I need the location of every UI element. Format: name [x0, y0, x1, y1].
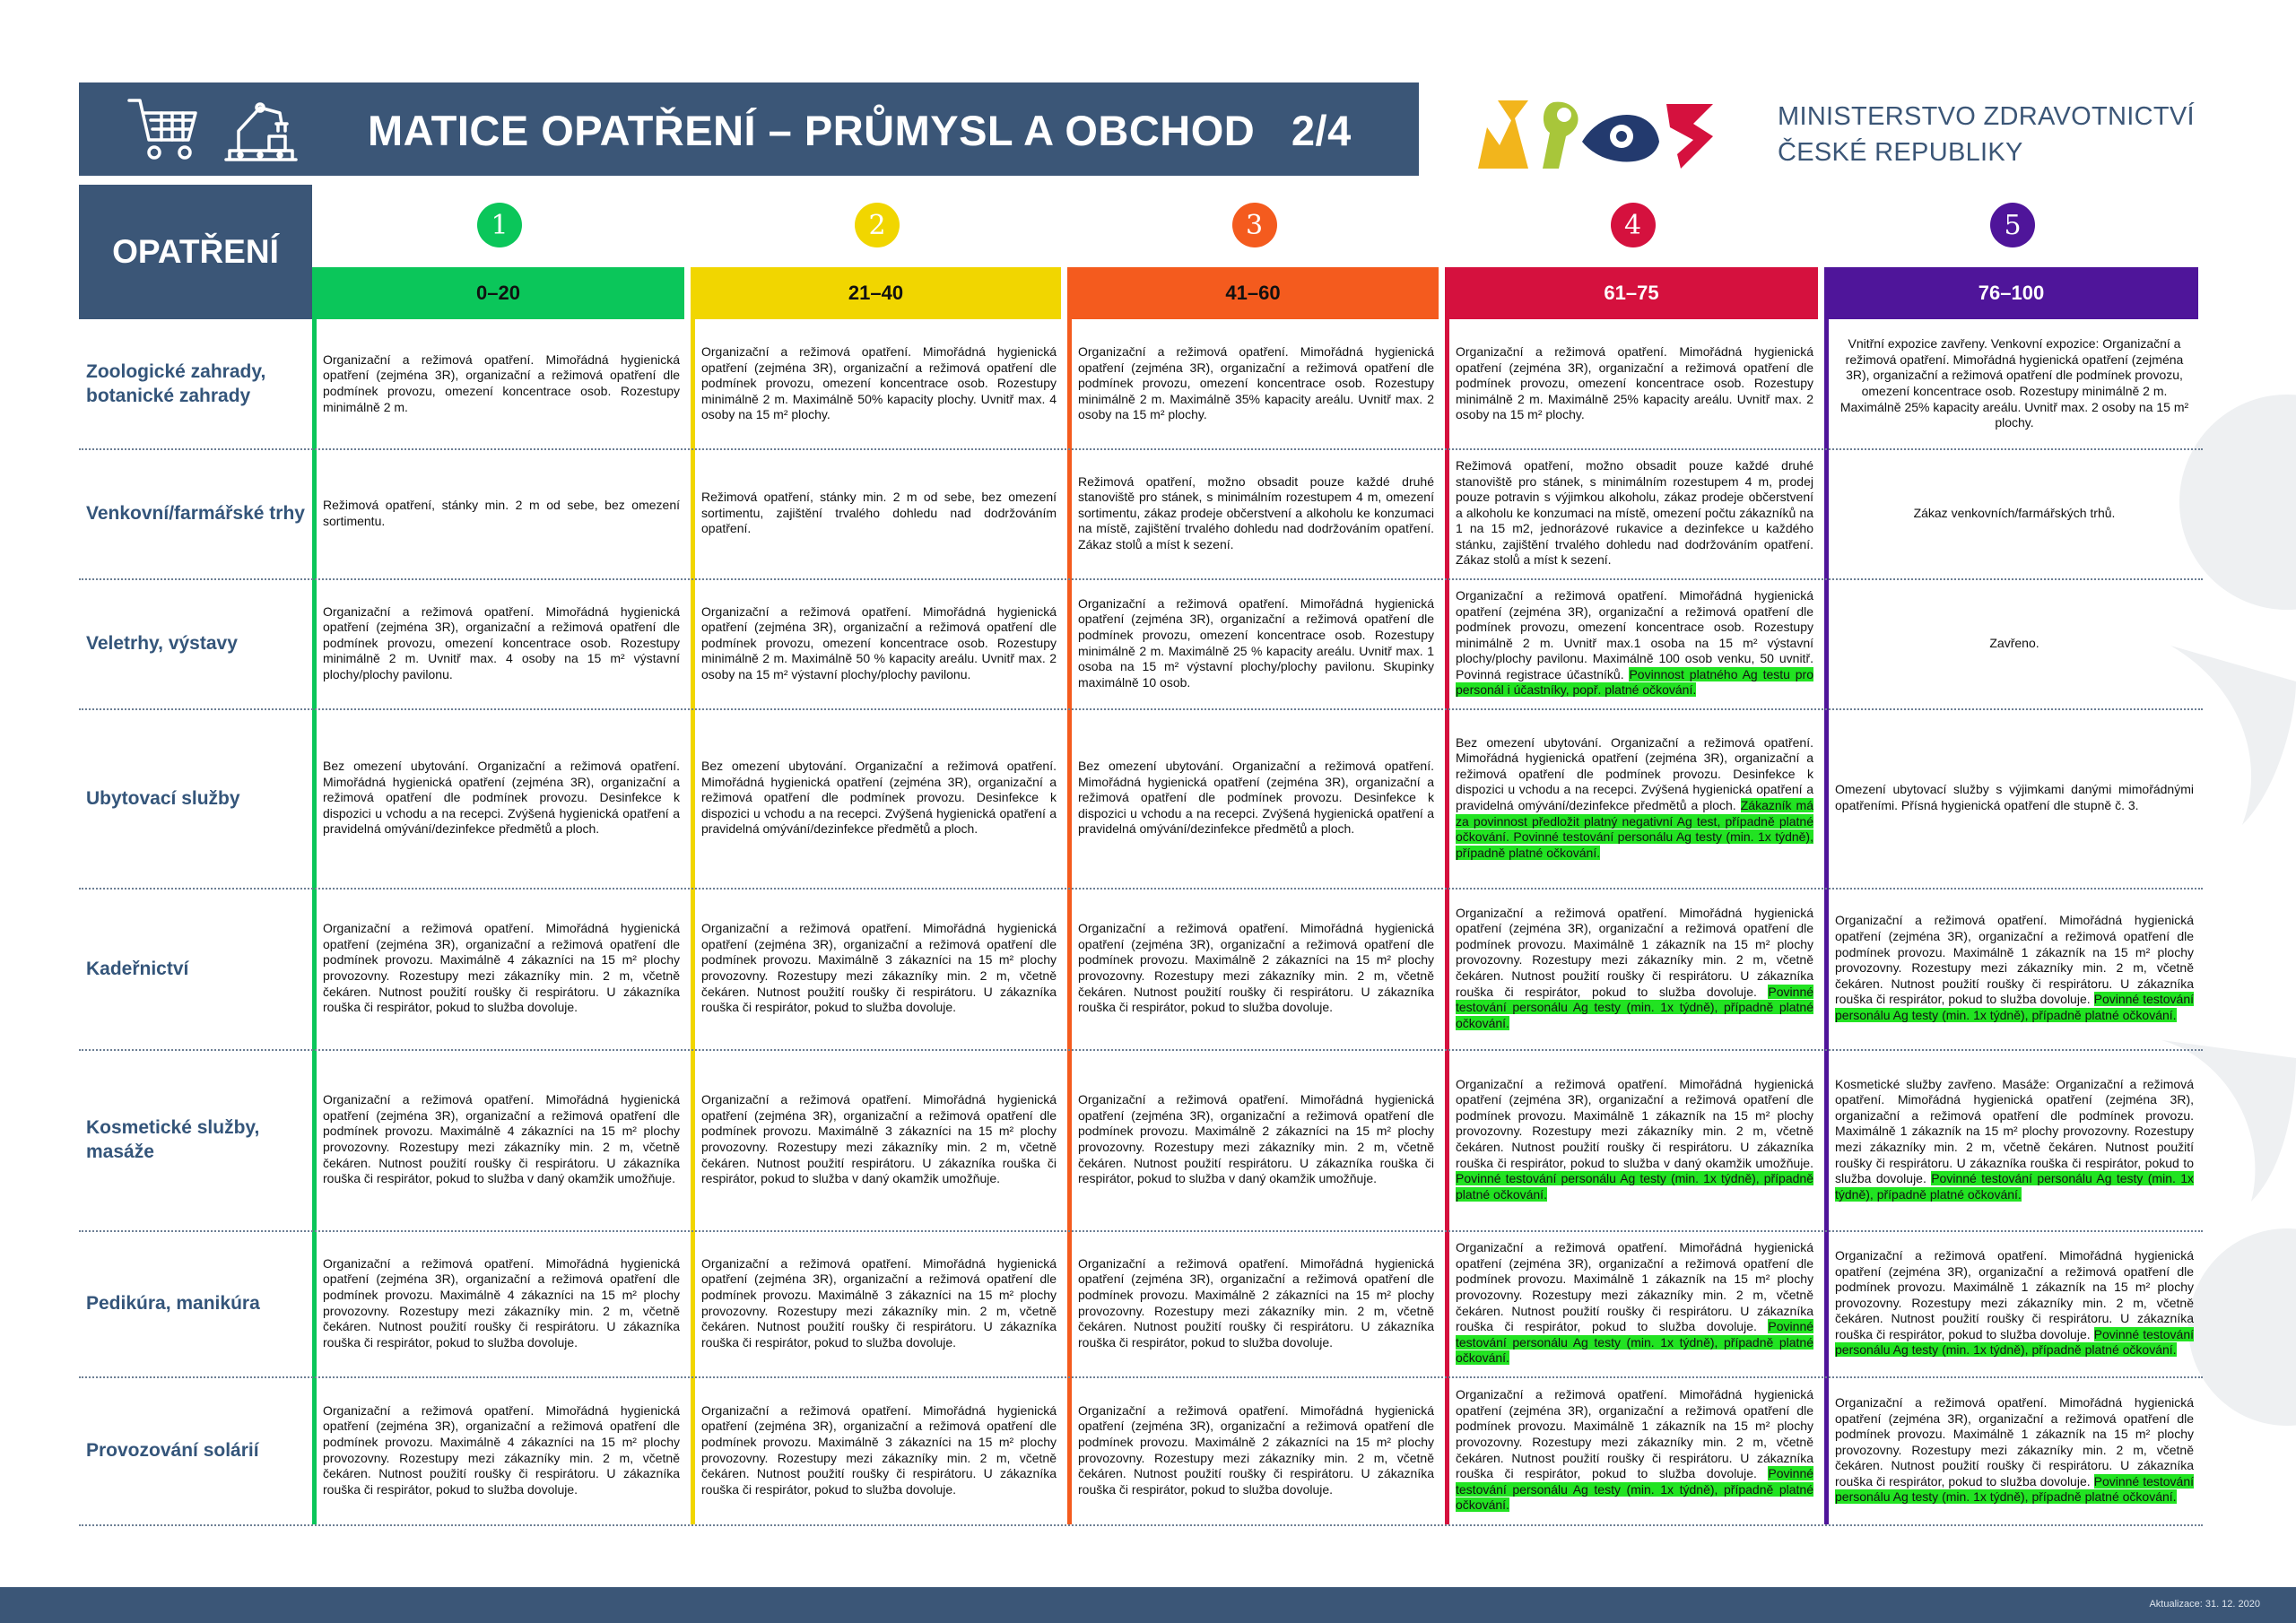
row-label: Veletrhy, výstavy	[86, 633, 238, 654]
measure-description: Organizační a režimová opatření. Mimořádná hygienická opatření (zejména 3R), organizační a režimová opatření dle podmínek provozu. Maximálně 1 zákazník na 15 m² plochy provozovny. Rozestupy mezi zákazníky min. 2 m, včetně čekáren. Nutnost použití roušky či respirátoru. U zákazníka rouška či respirátor, pokud to služba dovoluje.	[1835, 1247, 2194, 1341]
measure-cell	[696, 711, 1062, 885]
measure-description: Organizační a režimová opatření. Mimořádná hygienická opatření (zejména 3R), organizační a režimová opatření dle podmínek provozu. Maximálně 1 zákazník na 15 m² plochy provozovny. Rozestupy mezi zákazníky min. 2 m, včetně čekáren. Nutnost použití roušky či respirátoru. U zákazníka rouška či respirátor, pokud to služba dovoluje.	[1456, 1240, 1813, 1334]
level-column-line	[1067, 319, 1072, 1524]
row-separator	[79, 1230, 2203, 1232]
measure-cell	[1073, 1379, 1439, 1522]
measure-text	[1456, 458, 1813, 568]
measure-description: Organizační a režimová opatření. Mimořádná hygienická opatření (zejména 3R), organizační a režimová opatření dle podmínek provozu. Maximálně 2 zákazníci na 15 m² plochy provozovny. Rozestupy mezi zákazníky min. 2 m, včetně čekáren. Nutnost použití roušky či respirátoru. U zákazníka rouška či respirátor, pokud to služba dovoluje.	[1078, 1402, 1434, 1497]
measure-description: Zavřeno.	[1989, 635, 2039, 650]
level-circle-1: 1	[477, 203, 522, 247]
measure-cell	[1830, 322, 2199, 446]
level-column-line	[691, 319, 695, 1524]
measure-cell	[1450, 1379, 1819, 1522]
measure-text	[323, 1403, 680, 1498]
measure-description: Organizační a režimová opatření. Mimořádná hygienická opatření (zejména 3R), organizační a režimová opatření dle podmínek provozu. Maximálně 4 zákazníci na 15 m² plochy provozovny. Rozestupy mezi zákazníky min. 2 m, včetně čekáren. Nutnost použití roušky či respirátoru. U zákazníka rouška či respirátor, pokud to služba dovoluje.	[323, 1402, 680, 1497]
level-circle-2: 2	[855, 203, 900, 247]
level-range-5: 76–100	[1824, 267, 2198, 319]
measure-cell	[1450, 1052, 1819, 1228]
measure-description: Organizační a režimová opatření. Mimořádná hygienická opatření (zejména 3R), organizační a režimová opatření dle podmínek provozu, omezení koncentrace osob. Rozestupy minimálně 2 m. Maximálně 50% kapacity plochy. Uvnitř max. 4 osoby na 15 m² plochy.	[701, 344, 1057, 422]
level-circle-3: 3	[1232, 203, 1277, 247]
level-column-line	[1445, 319, 1449, 1524]
measure-description: Režimová opatření, možno obsadit pouze každé druhé stanoviště pro stánek, s minimálním rozestupem 4 m, prodej pouze potravin s výjimkou alkoholu, zákaz prodeje občerstvení a alkoholu ke konzumaci na místě, omezení počtu zákazníků na 1 na 15 m2, jednorázové rukavice a dezinfekce u každého stánku, zajištění trvalého dohledu nad dodržováním opatření. Zákaz stolů a míst k sezení.	[1456, 457, 1813, 568]
row-separator	[79, 1376, 2203, 1378]
measure-cell	[696, 1052, 1062, 1228]
measure-cell	[1830, 581, 2199, 706]
measure-description: Omezení ubytovací služby s výjimkami danými mimořádnými opatřeními. Přísná hygienická opatření dle stupně č. 3.	[1835, 782, 2194, 812]
row-label: Kadeřnictví	[86, 958, 189, 979]
row-label: Ubytovací služby	[86, 787, 240, 809]
measure-text	[323, 1256, 680, 1351]
highlighted-requirement: Povinné testování personálu Ag testy (min. 1x týdně), případně platné očkování.	[1835, 1473, 2195, 1505]
measure-text	[323, 498, 680, 529]
row-separator	[79, 1524, 2203, 1526]
measure-text	[1078, 759, 1434, 838]
measure-cell	[1073, 1233, 1439, 1374]
highlighted-requirement: Povinné testování personálu Ag testy (min. 1x týdně), případně platné očkování.	[1456, 1171, 1813, 1202]
measure-cell	[1073, 711, 1439, 885]
measure-description: Režimová opatření, stánky min. 2 m od sebe, bez omezení sortimentu.	[323, 497, 680, 528]
ministry-logo	[1478, 100, 1747, 169]
measure-text	[1456, 735, 1813, 862]
measure-text	[701, 1092, 1057, 1187]
measure-cell	[317, 890, 685, 1046]
measure-cell	[1073, 581, 1439, 706]
level-range-1: 0–20	[312, 267, 684, 319]
measure-description: Kosmetické služby zavřeno. Masáže: Organizační a režimová opatření. Mimořádná hygienická opatření (zejména 3R), organizační a režimová opatření dle podmínek provozu. Maximálně 1 zákazník na 15 m² plochy provozovny. Rozestupy mezi zákazníky min. 2 m, včetně čekáren. Nutnost použití roušky či respirátoru. U zákazníka rouška či respirátor, pokud to služba dovoluje.	[1835, 1076, 2194, 1186]
measure-description: Organizační a režimová opatření. Mimořádná hygienická opatření (zejména 3R), organizační a režimová opatření dle podmínek provozu. Maximálně 2 zákazníci na 15 m² plochy provozovny. Rozestupy mezi zákazníky min. 2 m, včetně čekáren. Nutnost použití respirátoru. U zákazníka rouška či respirátor, pokud to služba v daný okamžik umožňuje.	[1078, 1092, 1434, 1186]
measure-text	[1456, 906, 1813, 1032]
row-label: Pedikúra, manikúra	[86, 1293, 260, 1314]
row-separator	[79, 578, 2203, 580]
measure-description: Vnitřní expozice zavřeny. Venkovní expozice: Organizační a režimová opatření. Mimořádná hygienická opatření (zejména 3R), organizační a režimová opatření dle podmínek provozu, omezení koncentrace osob. Rozestupy minimálně 2 m. Maximálně 25% kapacity areálu. Uvnitř max. 2 osoby na 15 m² plochy.	[1839, 336, 2189, 430]
measure-text	[1835, 913, 2194, 1023]
measure-text	[323, 759, 680, 838]
measure-cell	[1073, 451, 1439, 576]
ministry-name-line2: ČESKÉ REPUBLIKY	[1778, 138, 2023, 167]
measure-description: Organizační a režimová opatření. Mimořádná hygienická opatření (zejména 3R), organizační a režimová opatření dle podmínek provozu, omezení koncentrace osob. Rozestupy minimálně 2 m. Maximálně 50 % kapacity areálu. Uvnitř max. 2 osoby na 15 m² výstavní plochy/plochy pavilonu.	[701, 603, 1057, 681]
measure-description: Organizační a režimová opatření. Mimořádná hygienická opatření (zejména 3R), organizační a režimová opatření dle podmínek provozu, omezení koncentrace osob. Rozestupy minimálně 2 m. Uvnitř max. 4 osoby na 15 m² výstavní plochy/plochy pavilonu.	[323, 603, 680, 681]
measure-text	[1835, 1248, 2194, 1358]
row-separator	[79, 888, 2203, 890]
measure-cell	[317, 581, 685, 706]
measure-description: Organizační a režimová opatření. Mimořádná hygienická opatření (zejména 3R), organizační a režimová opatření dle podmínek provozu. Maximálně 1 zákazník na 15 m² plochy provozovny. Rozestupy mezi zákazníky min. 2 m, včetně čekáren. Nutnost použití roušky či respirátoru. U zákazníka rouška či respirátor, pokud to služba dovoluje.	[1835, 1394, 2194, 1488]
row-separator	[79, 448, 2203, 450]
measure-text	[1456, 344, 1813, 423]
measure-cell	[1450, 581, 1819, 706]
measure-text	[701, 344, 1057, 423]
measure-text	[1078, 1256, 1434, 1351]
measure-text	[323, 1092, 680, 1187]
measure-cell	[696, 451, 1062, 576]
measure-cell	[317, 711, 685, 885]
highlighted-requirement: Povinné testování personálu Ag testy (min. 1x týdně), případně platné očkování.	[1835, 992, 2195, 1022]
highlighted-requirement: Povinné testování personálu Ag testy (min. 1x týdně), případně platné očkování.	[1456, 984, 1814, 1030]
measure-text	[1078, 474, 1434, 553]
ministry-name-line1: MINISTERSTVO ZDRAVOTNICTVÍ	[1778, 102, 2195, 131]
highlighted-requirement: Povinné testování personálu Ag testy (min. 1x týdně), případně platné očkování.	[1835, 1171, 2195, 1202]
measure-text	[1835, 782, 2194, 813]
measure-cell	[1830, 451, 2199, 576]
measure-cell	[1450, 451, 1819, 576]
measure-text	[701, 604, 1057, 683]
measure-description: Organizační a režimová opatření. Mimořádná hygienická opatření (zejména 3R), organizační a režimová opatření dle podmínek provozu. Maximálně 1 zákazník na 15 m² plochy provozovny. Rozestupy mezi zákazníky min. 2 m, včetně čekáren. Nutnost použití roušky či respirátoru. U zákazníka rouška či respirátor, pokud to služba dovoluje.	[1456, 905, 1813, 999]
measure-cell	[1450, 890, 1819, 1046]
measure-description: Bez omezení ubytování. Organizační a režimová opatření. Mimořádná hygienická opatření (zejména 3R), organizační a režimová opatření dle podmínek provozu. Desinfekce k dispozici u vchodu a na recepci. Zvýšená hygienická opatření a pravidelná omývání/dezinfekce předmětů a ploch.	[323, 759, 680, 837]
measure-description: Organizační a režimová opatření. Mimořádná hygienická opatření (zejména 3R), organizační a režimová opatření dle podmínek provozu. Maximálně 3 zákazníci na 15 m² plochy provozovny. Rozestupy mezi zákazníky min. 2 m, včetně čekáren. Nutnost použití roušky či respirátoru. U zákazníka rouška či respirátor, pokud to služba dovoluje.	[701, 921, 1057, 1015]
measure-description: Bez omezení ubytování. Organizační a režimová opatření. Mimořádná hygienická opatření (zejména 3R), organizační a režimová opatření dle podmínek provozu. Desinfekce k dispozici u vchodu a na recepci. Zvýšená hygienická opatření a pravidelná omývání/dezinfekce předmětů a ploch.	[1078, 759, 1434, 837]
measure-text	[1078, 1092, 1434, 1187]
measure-text	[323, 604, 680, 683]
measure-text	[1835, 506, 2194, 522]
measure-text	[1456, 1077, 1813, 1203]
measure-cell	[696, 581, 1062, 706]
row-label: Venkovní/farmářské trhy	[86, 503, 305, 524]
measure-description: Organizační a režimová opatření. Mimořádná hygienická opatření (zejména 3R), organizační a režimová opatření dle podmínek provozu, omezení koncentrace osob. Rozestupy minimálně 2 m. Maximálně 35% kapacity areálu. Uvnitř max. 2 osoby na 15 m² plochy.	[1078, 344, 1434, 422]
measure-text	[1456, 1240, 1813, 1367]
measure-description: Zákaz venkovních/farmářských trhů.	[1913, 505, 2116, 520]
measure-cell	[317, 1379, 685, 1522]
measure-cell	[1073, 1052, 1439, 1228]
row-separator	[79, 1049, 2203, 1051]
measure-description: Režimová opatření, možno obsadit pouze každé druhé stanoviště pro stánek, s minimálním rozestupem 4 m, omezení sortimentu, zákaz prodeje občerstvení a alkoholu ke konzumaci na místě, zajištění trvalého dohledu nad dodržováním opatření. Zákaz stolů a míst k sezení.	[1078, 473, 1434, 551]
measure-text	[701, 1403, 1057, 1498]
measure-text	[1835, 636, 2194, 652]
footer-bar	[0, 1587, 2296, 1623]
row-header: OPATŘENÍ	[79, 185, 312, 319]
measure-description: Organizační a režimová opatření. Mimořádná hygienická opatření (zejména 3R), organizační a režimová opatření dle podmínek provozu. Maximálně 1 zákazník na 15 m² plochy provozovny. Rozestupy mezi zákazníky min. 2 m, včetně čekáren. Nutnost použití roušky či respirátoru. U zákazníka rouška či respirátor, pokud to služba v daný okamžik umožňuje.	[1456, 1076, 1813, 1170]
measure-text	[1835, 1395, 2194, 1506]
measure-cell	[1830, 1379, 2199, 1522]
measure-cell	[317, 1052, 685, 1228]
measure-description: Organizační a režimová opatření. Mimořádná hygienická opatření (zejména 3R), organizační a režimová opatření dle podmínek provozu. Maximálně 4 zákazníci na 15 m² plochy provozovny. Rozestupy mezi zákazníky min. 2 m, včetně čekáren. Nutnost použití roušky či respirátoru. U zákazníka rouška či respirátor, pokud to služba dovoluje.	[323, 921, 680, 1015]
measure-text	[1078, 344, 1434, 423]
measure-text	[1078, 921, 1434, 1016]
measure-text	[1078, 1403, 1434, 1498]
highlighted-requirement: Povinnost platného Ag testu pro personál i účastníky, popř. platné očkování.	[1456, 666, 1814, 698]
measure-cell	[696, 1379, 1062, 1522]
measure-cell	[1830, 1052, 2199, 1228]
measure-text	[1835, 1077, 2194, 1203]
measure-cell	[317, 451, 685, 576]
measure-text	[323, 352, 680, 415]
level-range-4: 61–75	[1445, 267, 1818, 319]
measure-text	[1456, 1387, 1813, 1514]
measure-description: Bez omezení ubytování. Organizační a režimová opatření. Mimořádná hygienická opatření (zejména 3R), organizační a režimová opatření dle podmínek provozu. Desinfekce k dispozici u vchodu a na recepci. Zvýšená hygienická opatření a pravidelná omývání/dezinfekce předmětů a ploch.	[701, 759, 1057, 837]
level-range-2: 21–40	[691, 267, 1061, 319]
row-separator	[79, 708, 2203, 710]
level-column-line	[1824, 319, 1829, 1524]
measure-cell	[1450, 322, 1819, 446]
measure-cell	[1450, 711, 1819, 885]
measure-cell	[1830, 890, 2199, 1046]
ministry-name	[1778, 99, 2195, 170]
measure-description: Organizační a režimová opatření. Mimořádná hygienická opatření (zejména 3R), organizační a režimová opatření dle podmínek provozu. Maximálně 4 zákazníci na 15 m² plochy provozovny. Rozestupy mezi zákazníky min. 2 m, včetně čekáren. Nutnost použití roušky či respirátoru. U zákazníka rouška či respirátor, pokud to služba v daný okamžik umožňuje.	[323, 1092, 680, 1186]
level-range-3: 41–60	[1067, 267, 1439, 319]
measure-description: Organizační a režimová opatření. Mimořádná hygienická opatření (zejména 3R), organizační a režimová opatření dle podmínek provozu. Maximálně 3 zákazníci na 15 m² plochy provozovny. Rozestupy mezi zákazníky min. 2 m, včetně čekáren. Nutnost použití roušky či respirátoru. U zákazníka rouška či respirátor, pokud to služba dovoluje.	[701, 1402, 1057, 1497]
measure-text	[1078, 596, 1434, 691]
measure-description: Organizační a režimová opatření. Mimořádná hygienická opatření (zejména 3R), organizační a režimová opatření dle podmínek provozu, omezení koncentrace osob. Rozestupy minimálně 2 m. Maximálně 25% kapacity areálu. Uvnitř max. 2 osoby na 15 m² plochy.	[1456, 344, 1813, 422]
measure-cell	[1073, 890, 1439, 1046]
measure-text	[701, 490, 1057, 537]
highlighted-requirement: Povinné testování personálu Ag testy (min. 1x týdně), případně platné očkování.	[1835, 1326, 2195, 1358]
measure-description: Organizační a režimová opatření. Mimořádná hygienická opatření (zejména 3R), organizační a režimová opatření dle podmínek provozu. Maximálně 3 zákazníci na 15 m² plochy provozovny. Rozestupy mezi zákazníky min. 2 m, včetně čekáren. Nutnost použití roušky či respirátoru. U zákazníka rouška či respirátor, pokud to služba dovoluje.	[701, 1255, 1057, 1350]
measure-description: Organizační a režimová opatření. Mimořádná hygienická opatření (zejména 3R), organizační a režimová opatření dle podmínek provozu, omezení koncentrace osob. Rozestupy minimálně 2 m.	[323, 352, 680, 414]
update-date: Aktualizace: 31. 12. 2020	[2149, 1599, 2260, 1610]
measure-cell	[696, 322, 1062, 446]
measure-cell	[1073, 322, 1439, 446]
measure-description: Režimová opatření, stánky min. 2 m od sebe, bez omezení sortimentu, zajištění trvalého dohledu nad dodržováním opatření.	[701, 490, 1057, 536]
measure-text	[701, 759, 1057, 838]
measure-text	[323, 921, 680, 1016]
level-circle-4: 4	[1611, 203, 1656, 247]
measure-text	[1835, 336, 2194, 431]
row-label: Provozování solárií	[86, 1440, 259, 1461]
cart-factory-icon	[126, 95, 305, 165]
measure-cell	[1830, 711, 2199, 885]
measure-description: Organizační a režimová opatření. Mimořádná hygienická opatření (zejména 3R), organizační a režimová opatření dle podmínek provozu. Maximálně 4 zákazníci na 15 m² plochy provozovny. Rozestupy mezi zákazníky min. 2 m, včetně čekáren. Nutnost použití roušky či respirátoru. U zákazníka rouška či respirátor, pokud to služba dovoluje.	[323, 1255, 680, 1350]
page-title: MATICE OPATŘENÍ – PRŮMYSL A OBCHOD 2/4	[368, 107, 1352, 154]
measure-description: Organizační a režimová opatření. Mimořádná hygienická opatření (zejména 3R), organizační a režimová opatření dle podmínek provozu. Maximálně 2 zákazníci na 15 m² plochy provozovny. Rozestupy mezi zákazníky min. 2 m, včetně čekáren. Nutnost použití roušky či respirátoru. U zákazníka rouška či respirátor, pokud to služba dovoluje.	[1078, 921, 1434, 1015]
row-label: Zoologické zahrady, botanické zahrady	[86, 361, 266, 406]
measure-description: Organizační a režimová opatření. Mimořádná hygienická opatření (zejména 3R), organizační a režimová opatření dle podmínek provozu. Maximálně 3 zákazníci na 15 m² plochy provozovny. Rozestupy mezi zákazníky min. 2 m, včetně čekáren. Nutnost použití respirátoru. U zákazníka rouška či respirátor, pokud to služba v daný okamžik umožňuje.	[701, 1092, 1057, 1186]
measure-cell	[1450, 1233, 1819, 1374]
highlighted-requirement: Povinné testování personálu Ag testy (min. 1x týdně), případně platné očkování.	[1456, 1319, 1814, 1366]
measure-cell	[696, 890, 1062, 1046]
measure-text	[1456, 588, 1813, 699]
measure-description: Organizační a režimová opatření. Mimořádná hygienická opatření (zejména 3R), organizační a režimová opatření dle podmínek provozu. Maximálně 2 zákazníci na 15 m² plochy provozovny. Rozestupy mezi zákazníky min. 2 m, včetně čekáren. Nutnost použití roušky či respirátoru. U zákazníka rouška či respirátor, pokud to služba dovoluje.	[1078, 1255, 1434, 1350]
measure-cell	[317, 322, 685, 446]
title-bar	[79, 82, 1419, 176]
measure-cell	[1830, 1233, 2199, 1374]
measure-description: Organizační a režimová opatření. Mimořádná hygienická opatření (zejména 3R), organizační a režimová opatření dle podmínek provozu, omezení koncentrace osob. Rozestupy minimálně 2 m. Uvnitř max.1 osoba na 15 m² výstavní plochy/plochy pavilonu. Maximálně 100 osob venku, 50 uvnitř. Povinná registrace účastníků.	[1456, 587, 1813, 681]
level-circle-5: 5	[1990, 203, 2035, 247]
measure-description: Bez omezení ubytování. Organizační a režimová opatření. Mimořádná hygienická opatření (zejména 3R), organizační a režimová opatření dle podmínek provozu. Desinfekce k dispozici u vchodu a na recepci. Zvýšená hygienická opatření a pravidelná omývání/dezinfekce předmětů a ploch.	[1456, 734, 1813, 812]
measure-cell	[696, 1233, 1062, 1374]
measure-cell	[317, 1233, 685, 1374]
measure-description: Organizační a režimová opatření. Mimořádná hygienická opatření (zejména 3R), organizační a režimová opatření dle podmínek provozu, omezení koncentrace osob. Rozestupy minimálně 2 m. Maximálně 25 % kapacity areálu. Uvnitř max. 1 osoba na 15 m² výstavní plochy/plochy pavilonu. Skupinky maximálně 10 osob.	[1078, 595, 1434, 690]
measure-description: Organizační a režimová opatření. Mimořádná hygienická opatření (zejména 3R), organizační a režimová opatření dle podmínek provozu. Maximálně 1 zákazník na 15 m² plochy provozovny. Rozestupy mezi zákazníky min. 2 m, včetně čekáren. Nutnost použití roušky či respirátoru. U zákazníka rouška či respirátor, pokud to služba dovoluje.	[1835, 913, 2194, 1007]
level-column-line	[312, 319, 317, 1524]
highlighted-requirement: Povinné testování personálu Ag testy (min. 1x týdně), případně platné očkování.	[1456, 1466, 1814, 1513]
row-label: Kosmetické služby, masáže	[86, 1117, 260, 1162]
measure-text	[701, 1256, 1057, 1351]
highlighted-requirement: Zákazník má za povinnost předložit platný negativní Ag test, případně platné očkování. Povinné testování personálu Ag testy (min. 1x týdně), případně platné očkování.	[1456, 798, 1814, 860]
measure-description: Organizační a režimová opatření. Mimořádná hygienická opatření (zejména 3R), organizační a režimová opatření dle podmínek provozu. Maximálně 1 zákazník na 15 m² plochy provozovny. Rozestupy mezi zákazníky min. 2 m, včetně čekáren. Nutnost použití roušky či respirátoru. U zákazníka rouška či respirátor, pokud to služba dovoluje.	[1456, 1387, 1813, 1481]
measure-text	[701, 921, 1057, 1016]
